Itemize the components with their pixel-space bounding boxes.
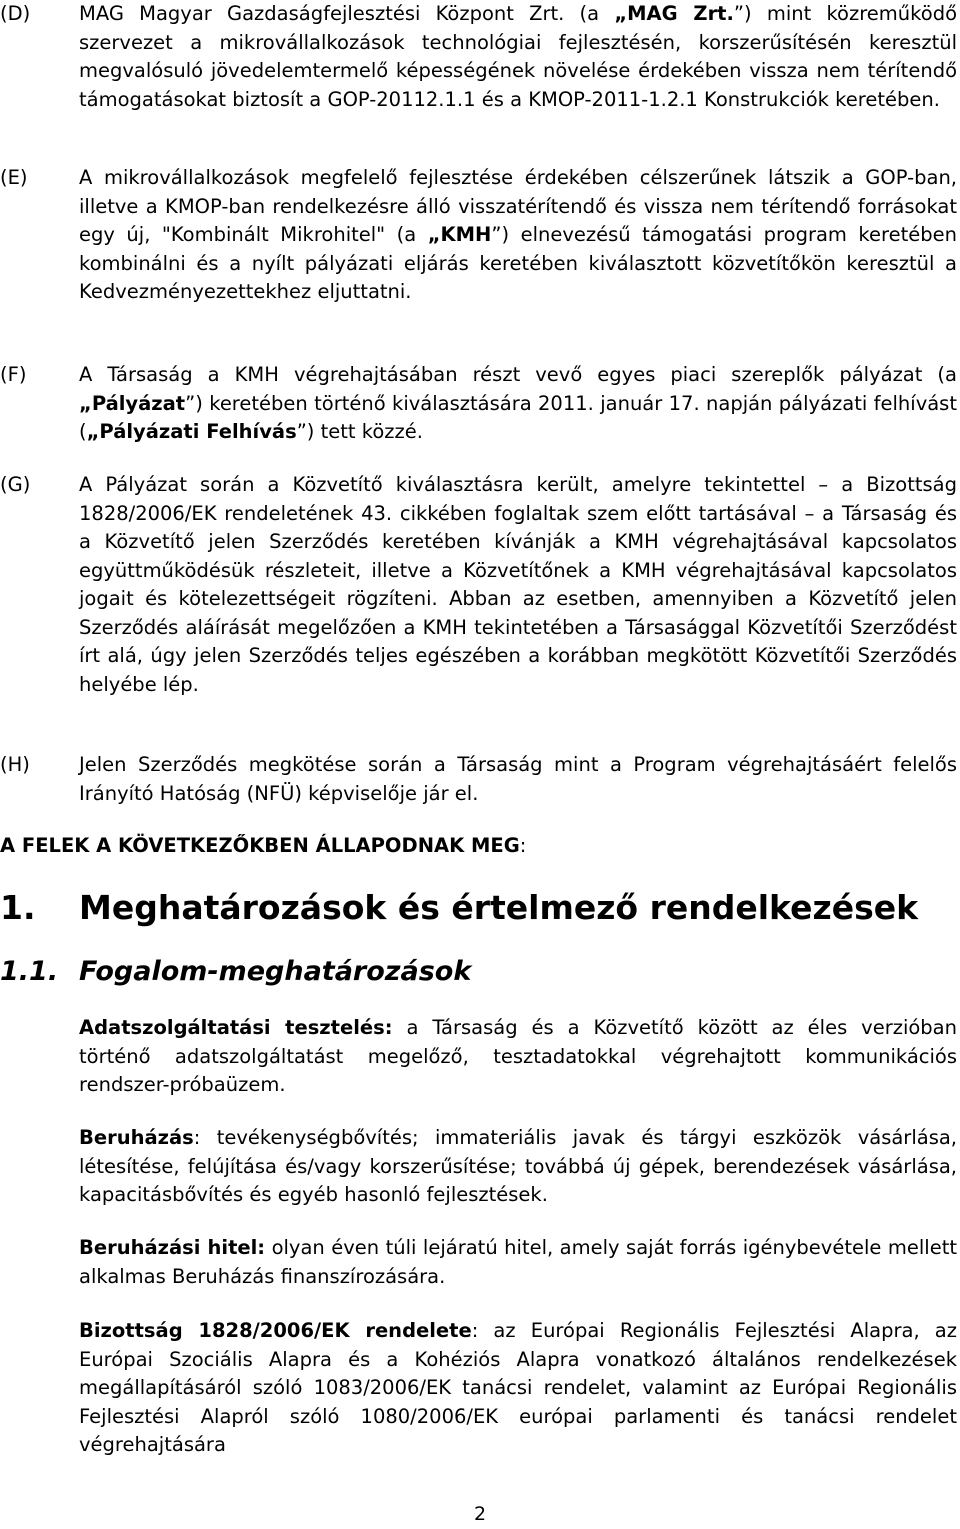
definition-item [79,1124,957,1210]
agreement-heading-colon: : [519,834,527,857]
defined-term: „Pályázat [79,391,186,415]
recital-label: (E) [0,166,28,189]
defined-term: „MAG Zrt. [614,2,734,25]
defined-term: „Pályázati Felhívás [86,420,297,443]
definition-item [79,1014,957,1100]
section-title: Meghatározások és értelmező rendelkezések [79,888,919,927]
page-number: 2 [473,1503,487,1525]
subsection-number: 1.1. [0,956,59,987]
recital-text-part: A Társaság a KMH végrehajtásában részt vevő egyes piaci szereplők pályázat (a [79,363,957,386]
definition-term: Bizottság 1828/2006/EK rendelete [79,1319,472,1342]
recital-text [79,164,957,307]
definition-term: Beruházás [79,1126,194,1149]
agreement-heading-text: A FELEK A KÖVETKEZŐKBEN ÁLLAPODNAK MEG [0,834,520,857]
section-number: 1. [0,888,36,927]
recital-label: (F) [0,363,27,386]
recital-label: (H) [0,753,30,776]
definition-term: Beruházási hitel: [79,1236,266,1259]
recital-text [79,0,957,114]
recital-text-part: ”) keretében történő kiválasztására 2011. január 17. napján pályázati felhívást ( [79,391,957,443]
subsection-title: Fogalom-meghatározások [79,956,472,987]
definition-item [79,1317,957,1460]
definition-term: Adatszolgáltatási tesztelés: [79,1016,393,1039]
definition-text: olyan éven túli lejáratú hitel, amely saját forrás igénybevétele mellett alkalmas Beruházás finanszírozására. [79,1236,957,1288]
agreement-heading [0,832,526,861]
recital-text [79,361,957,447]
definition-text: : az Európai Regionális Fejlesztési Alapra, az Európai Szociális Alapra és a Kohéziós Alapra vonatkozó általános rendelkezések megállapításáról szóló 1083/2006/EK tanácsi rendelet, valamint az Európai Regionális Fejlesztési Alapról szóló 1080/2006/EK európai parlamenti és tanácsi rendelet végrehajtására [79,1319,957,1456]
recital-text-part: MAG Magyar Gazdaságfejlesztési Központ Zrt. (a [79,2,615,25]
defined-term: „KMH [427,223,492,246]
recital-text-part: ”) mint közreműködő szervezet a mikrovállalkozások technológiai fejlesztésén, korszerűsítésén keresztül megvalósuló jövedelemtermelő képességének növelése érdekében vissza nem térítendő támogatásokat biztosít a GOP-20112.1.1 és a KMOP-2011-1.2.1 Konstrukciók keretében. [79,2,957,111]
definition-item [79,1234,957,1291]
recital-text-part: A mikrovállalkozások megfelelő fejlesztése érdekében célszerűnek látszik a GOP-ban, illetve a KMOP-ban rendelkezésre álló visszatérítendő és vissza nem térítendő forrásokat egy új, "Kombinált Mikrohitel" (a [79,166,957,246]
recital-label: (D) [0,2,31,25]
recital-text-part: ”) elnevezésű támogatási program keretében kombinálni és a nyílt pályázati eljárás keretében kiválasztott közvetítőkön keresztül a Kedvezményezettekhez eljuttatni. [79,223,957,303]
recital-text: A Pályázat során a Közvetítő kiválasztásra került, amelyre tekintettel – a Bizottság 1828/2006/EK rendeletének 43. cikkében foglaltak szem előtt tartásával – a Társaság és a Közvetítő jelen Szerződés keretében kívánják a KMH végrehajtásával kapcsolatos együttműködésük részleteit, illetve a Közvetítőnek a KMH végrehajtásával kapcsolatos jogait és kötelezettségeit rögzíteni. Abban az esetben, amennyiben a Közvetítő jelen Szerződés aláírását megelőzően a KMH tekintetében a Társasággal Közvetítői Szerződést írt alá, úgy jelen Szerződés teljes egészében a korábban megkötött Közvetítői Szerződés helyébe lép. [79,473,957,696]
recital-label: (G) [0,473,31,496]
recital-text: Jelen Szerződés megkötése során a Társaság mint a Program végrehajtásáért felelős Irányító Hatóság (NFÜ) képviselője jár el. [79,753,957,805]
definition-text: : tevékenységbővítés; immateriális javak és tárgyi eszközök vásárlása, létesítése, felújítása és/vagy korszerűsítése; továbbá új gépek, berendezések vásárlása, kapacitásbővítés és egyéb hasonló fejlesztések. [79,1126,957,1206]
recital-text-part: ”) tett közzé. [296,420,423,443]
definition-text: a Társaság és a Közvetítő között az éles verzióban történő adatszolgáltatást megelőző, tesztadatokkal végrehajtott kommunikációs rendszer-próbaüzem. [79,1016,957,1096]
